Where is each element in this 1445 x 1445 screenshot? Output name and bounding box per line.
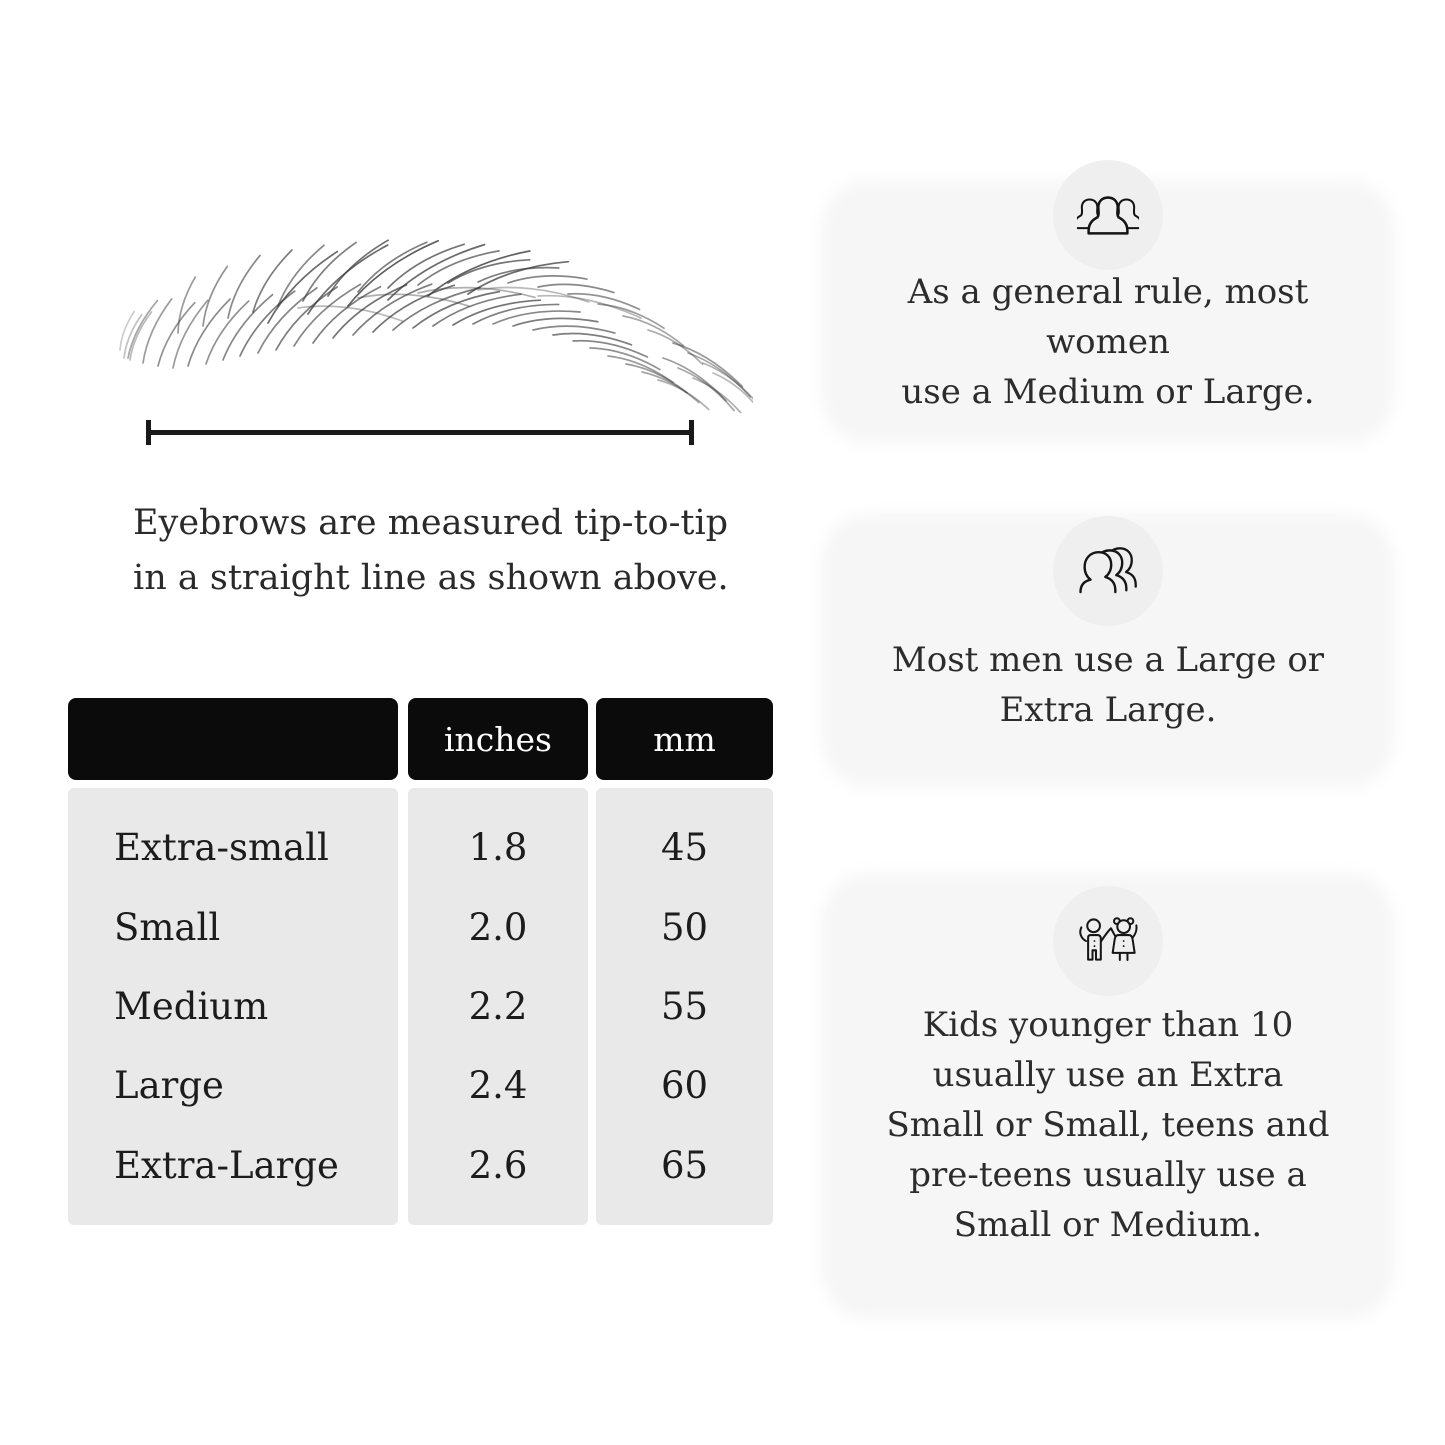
caption-line-2: in a straight line as shown above. [133, 558, 729, 598]
table-header-size [68, 698, 398, 780]
table-column-inches [408, 788, 588, 1225]
measurement-line [146, 430, 694, 435]
boy-inner-arm [1101, 929, 1110, 941]
table-cell-mm: 60 [660, 1064, 709, 1108]
measurement-caption [133, 496, 729, 606]
card-text-line: Kids younger than 10 [922, 1005, 1294, 1045]
table-cell-inches: 1.8 [468, 826, 528, 870]
kids-icon-circle [1053, 886, 1163, 996]
caption-line-1: Eyebrows are measured tip-to-tip [133, 503, 729, 543]
table-cell-inches: 2.6 [468, 1143, 528, 1187]
table-cell-inches: 2.4 [468, 1064, 528, 1108]
girl-legs [1120, 953, 1128, 960]
men-icon-circle [1053, 516, 1163, 626]
women-icon-circle [1053, 160, 1163, 270]
table-cell-mm: 50 [660, 905, 709, 949]
table-cell-inches: 2.2 [468, 985, 528, 1029]
women-group-icon [1077, 190, 1139, 240]
table-cell-mm: 65 [660, 1143, 709, 1187]
card-text-line: usually use an Extra [932, 1055, 1284, 1095]
table-cell-mm: 55 [660, 985, 709, 1029]
boy-raised-arm [1080, 927, 1086, 941]
card-text-line: pre-teens usually use a [909, 1155, 1307, 1195]
card-text-line: Small or Medium. [953, 1205, 1263, 1245]
kids-icon [1075, 915, 1141, 967]
table-row-label: Extra-small [114, 826, 329, 870]
card-text-line: Small or Small, teens and [886, 1105, 1330, 1145]
girl-head [1117, 920, 1130, 933]
men-group-icon [1075, 545, 1141, 597]
card-text-line: As a general rule, most women [907, 272, 1309, 362]
table-row-label: Medium [114, 985, 269, 1029]
card-text-line: use a Medium or Large. [901, 372, 1315, 412]
eyebrow-hairs [118, 240, 753, 413]
table-column-size-labels [68, 788, 398, 1225]
boy-body [1088, 935, 1101, 960]
table-row-label: Small [114, 905, 221, 949]
table-header-mm: mm [596, 698, 773, 780]
measurement-line-left-tick [146, 420, 151, 445]
table-column-mm [596, 788, 773, 1225]
card-text-line: Most men use a Large or [891, 640, 1325, 680]
boy-head [1087, 919, 1100, 932]
girl-dress [1113, 935, 1135, 953]
table-row-label: Large [114, 1064, 224, 1108]
card-text-line: Extra Large. [999, 690, 1217, 730]
table-row-label: Extra-Large [114, 1143, 339, 1187]
table-header-inches: inches [408, 698, 588, 780]
table-cell-mm: 45 [660, 826, 709, 870]
table-cell-inches: 2.0 [468, 905, 528, 949]
measurement-line-right-tick [689, 420, 694, 445]
eyebrow-illustration [118, 238, 753, 413]
